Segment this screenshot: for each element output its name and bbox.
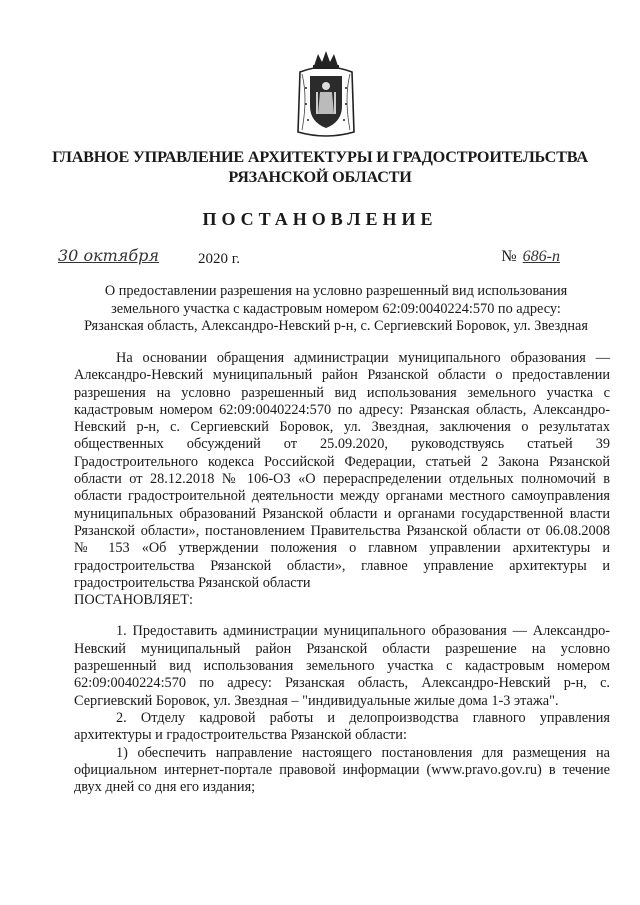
- date-number-row: [58, 246, 590, 272]
- document-subject: [60, 283, 612, 336]
- organization-name: [40, 147, 600, 187]
- decree-word: ПОСТАНОВЛЯЕТ:: [74, 592, 194, 609]
- subject-line-2: земельного участка с кадастровым номером 62:09:0040224:570 по адресу:: [111, 300, 561, 317]
- document-body: [74, 350, 610, 796]
- subject-line-1: О предоставлении разрешения на условно разрешенный вид использования: [104, 283, 568, 299]
- document-type-title: ПОСТАНОВЛЕНИЕ: [202, 209, 438, 229]
- intro-paragraph: На основании обращения администрации муниципального образования — Александро-Невский муниципальный район Рязанской области о предоставлении разрешения на условно разрешенный вид использования земельного участка с кадастровым номером 62:09:0040224:570 по адресу: Рязанская область, Александро-Невский р-н, с. Сергиевский Боровок, ул. Звездная, заключения о результатах общественных обсуждений от 25.09.2020, руководствуясь статьей 39 Градостроительного кодекса Российской Федерации, статьей 2 Закона Рязанской области от 28.12.2018 № 106-ОЗ «О перераспределении отдельных полномочий в области градостроительной деятельности между органами местного самоуправления муниципальных образований Рязанской области и органами государственной власти Рязанской области», постановлением Правительства Рязанской области от 06.08.2008 № 153 «Об утверждении положения о главном управлении архитектуры и градостроительства Рязанской области», главное управление архитектуры и градостроительства Рязанской области: [74, 350, 610, 591]
- subject-line-3: Рязанская область, Александро-Невский р-н, с. Сергиевский Боровок, ул. Звездная: [84, 318, 588, 334]
- number-sign: №: [501, 248, 517, 265]
- item-2-paragraph: 2. Отделу кадровой работы и делопроизводства главного управления архитектуры и градостроительства Рязанской области:: [74, 709, 610, 744]
- org-line-1: ГЛАВНОЕ УПРАВЛЕНИЕ АРХИТЕКТУРЫ И ГРАДОСТРОИТЕЛЬСТВА: [52, 148, 588, 166]
- coat-of-arms-emblem: [294, 48, 358, 140]
- item-1-paragraph: 1. Предоставить администрации муниципального образования — Александро-Невский муниципальный район Рязанской области разрешение на условно разрешенный вид использования земельного участка с кадастровым номером 62:09:0040224:570 по адресу: Рязанская область, Александро-Невский р-н, с. Сергиевский Боровок, ул. Звездная – "индивидуальные жилые дома 1-3 этажа".: [74, 623, 610, 709]
- org-line-2: РЯЗАНСКОЙ ОБЛАСТИ: [228, 168, 412, 186]
- document-number: [501, 248, 560, 266]
- item-2-1-paragraph: 1) обеспечить направление настоящего постановления для размещения на официальном интернет-портале правовой информации (www.pravo.gov.ru) в течение двух дней со дня его издания;: [74, 744, 610, 796]
- date-year: 2020 г.: [198, 251, 240, 267]
- handwritten-date: 30 октября: [58, 246, 159, 265]
- handwritten-number: 686-п: [522, 248, 560, 265]
